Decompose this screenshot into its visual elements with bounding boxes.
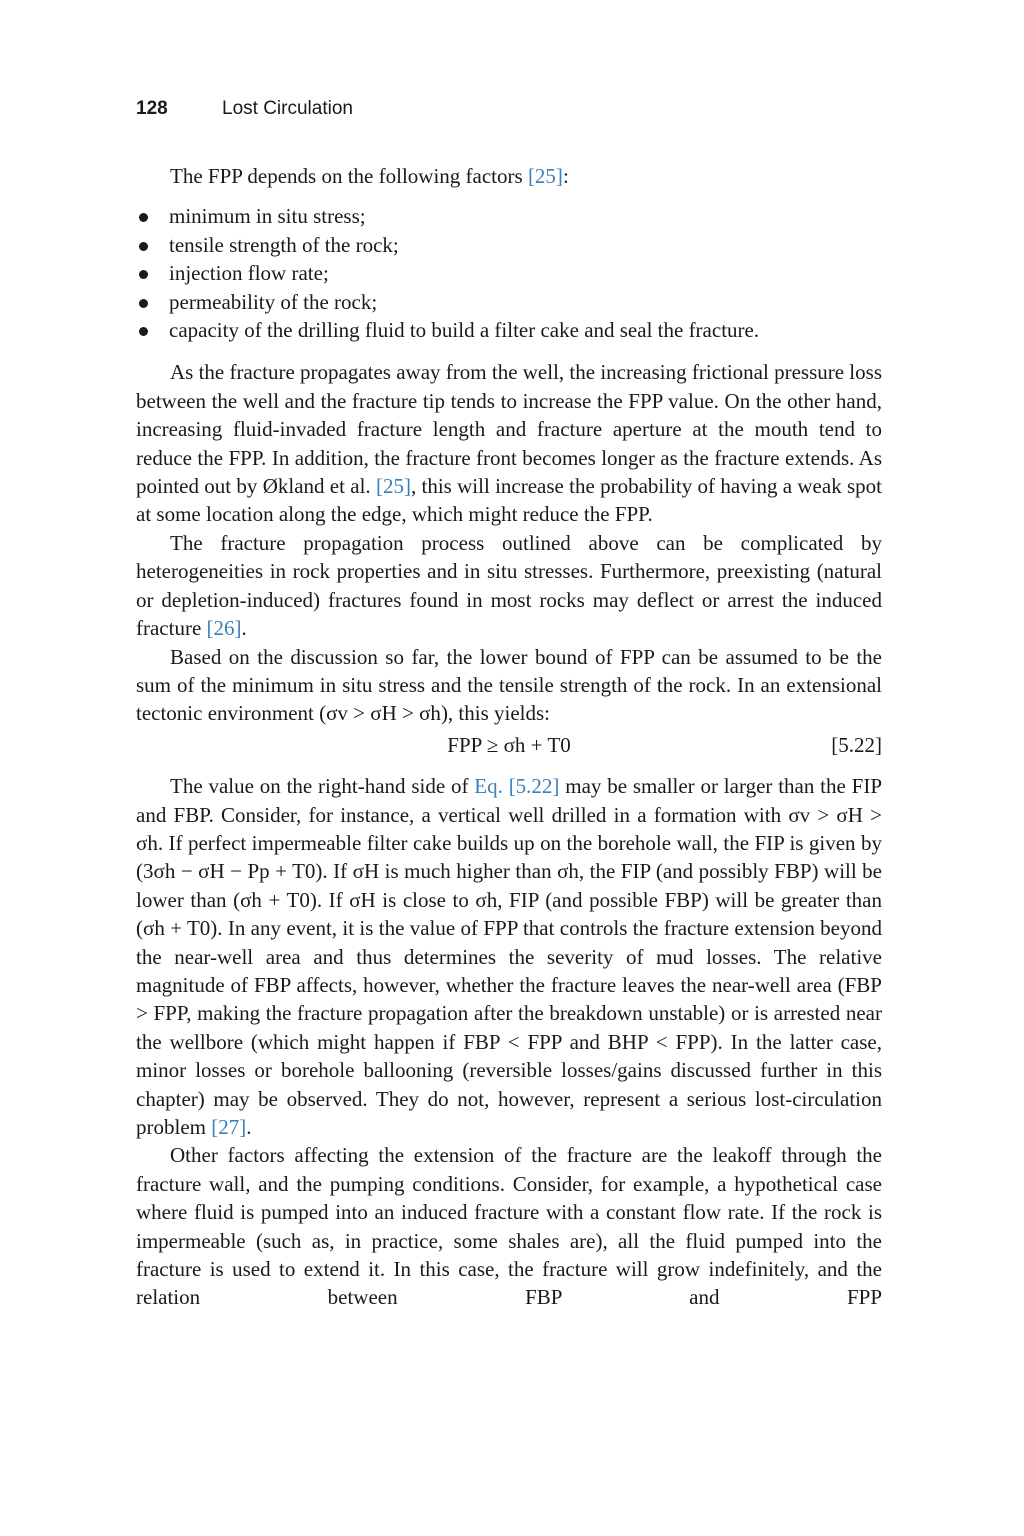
- list-item: minimum in situ stress;: [136, 202, 882, 230]
- math-symbol: σh: [475, 887, 498, 912]
- math-fip-expression: 3σh − σH − Pp + T0: [143, 859, 316, 884]
- equation-link[interactable]: Eq. [5.22]: [474, 774, 560, 799]
- math-symbol: σh: [557, 859, 579, 884]
- paragraph-text: , FIP (and possible FBP) will be greater than (: [136, 887, 882, 941]
- paragraph-heterogeneities: [136, 529, 882, 643]
- book-page: [136, 92, 882, 1312]
- paragraph-text: Other factors affecting the extension of the fracture are the leakoff through the fracture wall, and the pumping conditions. Consider, for example, a hypothetical case where fluid is pumped into an induced fracture with a constant flow rate. If the rock is impermeable (such as, in practice, some shales are), all the fluid pumped into the fracture is used to extend it. In this case, the fracture will grow indefinitely, and the relation between FBP and FPP: [136, 1143, 882, 1310]
- list-item: injection flow rate;: [136, 259, 882, 287]
- intro-end: :: [562, 164, 569, 188]
- math-sum: σh + T0: [240, 887, 310, 912]
- paragraph-text: The value on the right-hand side of: [170, 774, 475, 799]
- paragraph-text: Based on the discussion so far, the lower bound of FPP can be assumed to be the sum of the minimum in situ stress and the tensile strength of the rock. In an extensional tectonic environment (: [136, 644, 882, 726]
- citation-link[interactable]: [25]: [527, 164, 563, 188]
- list-item: permeability of the rock;: [136, 288, 882, 316]
- book-title: Lost Circulation: [222, 98, 353, 119]
- paragraph-text: is much higher than: [379, 859, 558, 884]
- citation-link[interactable]: [26]: [206, 616, 242, 641]
- factor-list: [136, 202, 882, 344]
- paragraph-propagation: [136, 358, 882, 528]
- equation-rhs: σh + T0: [503, 732, 571, 757]
- paragraph-text: . If perfect impermeable filter cake builds up on the borehole wall, the FIP is given by (: [136, 830, 882, 884]
- math-stress-condition: σv > σH > σh: [136, 802, 882, 855]
- paragraph-text: , the FIP (and possibly FBP) will be lower than (: [136, 859, 883, 912]
- equation-number: [5.22]: [831, 732, 882, 757]
- paragraph-text: is close to: [375, 887, 476, 912]
- math-stress-condition: σv > σH > σh: [326, 701, 441, 726]
- citation-link[interactable]: [25]: [375, 474, 411, 499]
- paragraph-text: ). If: [309, 887, 350, 912]
- math-symbol: σH: [352, 859, 380, 884]
- paragraph-comparison: [136, 772, 882, 1141]
- math-symbol: σH: [349, 887, 376, 912]
- list-item: capacity of the drilling fluid to build a filter cake and seal the fracture.: [136, 316, 882, 344]
- paragraph-text: ). If: [315, 859, 353, 884]
- paragraph-leakoff: [136, 1141, 882, 1311]
- citation-link[interactable]: [27]: [211, 1114, 247, 1139]
- page-number: 128: [136, 98, 168, 119]
- equation-operator: ≥: [486, 732, 499, 757]
- intro-text: The FPP depends on the following factors: [170, 164, 528, 188]
- math-sum: σh + T0: [143, 916, 211, 941]
- equation-lhs: FPP: [447, 732, 482, 757]
- paragraph-text: may be smaller or larger than the FIP and FBP. Consider, for instance, a vertical well drilled in a formation with: [136, 774, 882, 827]
- equation-5-22: [136, 731, 882, 759]
- list-item: tensile strength of the rock;: [136, 231, 882, 259]
- body-text: [136, 162, 882, 1312]
- intro-paragraph: [136, 162, 882, 190]
- paragraph-lower-bound: [136, 643, 882, 728]
- paragraph-text: .: [241, 616, 247, 641]
- paragraph-text: , this will increase the probability of having a weak spot at some location along the edge, which might reduce the FPP.: [136, 474, 882, 527]
- running-head: [136, 92, 882, 126]
- paragraph-text: ), this yields:: [440, 701, 551, 726]
- paragraph-text: .: [246, 1114, 252, 1139]
- paragraph-text: The fracture propagation process outlined above can be complicated by heterogeneities in rock properties and in situ stresses. Furthermore, preexisting (natural or depletion-induced) fractures found in most rocks may deflect or arrest the induced fracture: [136, 530, 882, 641]
- paragraph-text: As the fracture propagates away from the well, the increasing frictional pressure loss between the well and the fracture tip tends to increase the FPP value. On the other hand, increasing fluid-invaded fracture length and fracture aperture at the mouth tend to reduce the FPP. In addition, the fracture front becomes longer as the fracture extends. As pointed out by Økland et al.: [136, 360, 882, 499]
- paragraph-text: ). In any event, it is the value of FPP that controls the fracture extension beyond the near-well area and thus determines the severity of mud losses. The relative magnitude of FBP affects, however, whether the fracture leaves the near-well area (FBP > FPP, making the fracture propagation after the breakdown unstable) or is arrested near the wellbore (which might happen if FBP < FPP and BHP < FPP). In the latter case, minor losses or borehole ballooning (reversible losses/gains discussed further in this chapter) may be observed. They do not, however, represent a serious lost-circulation problem: [136, 916, 882, 1139]
